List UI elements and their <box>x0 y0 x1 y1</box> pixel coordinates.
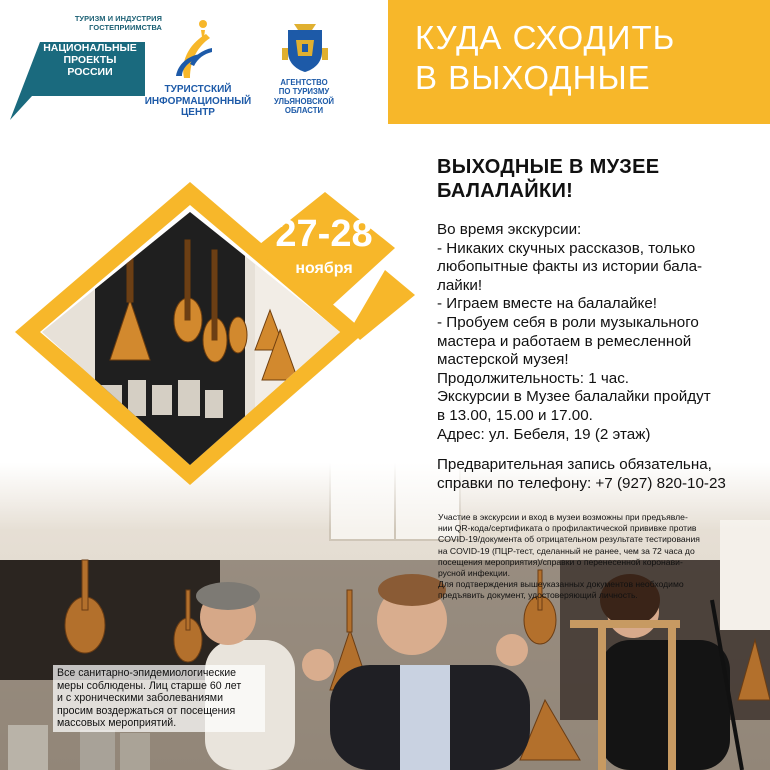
np-title-line-3: РОССИИ <box>67 66 113 78</box>
covid-note-line: COVID-19/документа об отрицательном результате тестирования <box>438 534 700 545</box>
agency-line-4: ОБЛАСТИ <box>284 106 324 116</box>
banner-title-line-2: В ВЫХОДНЫЕ <box>415 59 651 96</box>
booking-info <box>437 456 767 493</box>
covid-note-line: нии QR-кода/сертификата о профилактической прививке против <box>438 523 697 534</box>
event-description <box>437 221 762 444</box>
national-projects-subtitle <box>58 14 162 32</box>
np-title-line-1: НАЦИОНАЛЬНЫЕ <box>43 42 137 54</box>
np-title-line-2: ПРОЕКТЫ <box>63 54 117 66</box>
safety-line: массовых мероприятий. <box>57 717 177 730</box>
tic-line-3: ЦЕНТР <box>181 107 215 118</box>
np-subtitle-line-2: ГОСТЕПРИИМСТВА <box>89 23 162 32</box>
safety-line: просим воздержаться от посещения <box>57 704 236 717</box>
np-subtitle-line-1: ТУРИЗМ И ИНДУСТРИЯ <box>74 14 162 23</box>
description-line: Продолжительность: 1 час. <box>437 369 630 387</box>
description-line: Адрес: ул. Бебеля, 19 (2 этаж) <box>437 425 651 443</box>
booking-phone-line: справки по телефону: +7 (927) 820-10-23 <box>437 474 726 492</box>
description-line: Во время экскурсии: <box>437 221 582 238</box>
coat-of-arms-icon <box>282 22 328 72</box>
safety-notice <box>53 665 265 732</box>
covid-note-line: русной инфекции. <box>438 568 510 579</box>
covid-note-line: Для подтверждения вышеуказанных документов необходимо <box>438 579 684 590</box>
agency-line-1: АГЕНТСТВО <box>280 78 328 87</box>
tourist-center-name <box>128 84 268 119</box>
national-projects-title <box>40 42 140 78</box>
description-line: - Играем вместе на балалайке! <box>437 295 657 313</box>
covid-note-line: посещения мероприятия)/справки о перенесенной коронави- <box>438 556 683 567</box>
banner-title <box>415 18 755 98</box>
description-line: мастера и работаем в ремесленной <box>437 332 692 350</box>
description-line: лайки! <box>437 276 483 294</box>
event-title-line-1: ВЫХОДНЫЕ В МУЗЕЕ <box>437 156 660 178</box>
tic-line-1: ТУРИСТСКИЙ <box>164 84 232 95</box>
covid-note-line: на COVID-19 (ПЦР-тест, сделанный не ранее, чем за 72 часа до <box>438 545 695 556</box>
booking-line: Предварительная запись обязательна, <box>437 456 712 473</box>
safety-line: Все санитарно-эпидемиологические <box>57 667 237 679</box>
description-line: мастерской музея! <box>437 351 569 369</box>
description-line: в 13.00, 15.00 и 17.00. <box>437 406 593 424</box>
banner-title-line-1: КУДА СХОДИТЬ <box>415 19 676 56</box>
description-line: любопытные факты из истории бала- <box>437 258 703 276</box>
agency-line-3: УЛЬЯНОВСКОЙ <box>273 96 335 106</box>
safety-line: и с хроническими заболеваниями <box>57 692 224 705</box>
event-date-month: ноября <box>295 260 353 277</box>
description-line: - Никаких скучных рассказов, только <box>437 239 696 257</box>
covid-requirements-note <box>438 512 768 602</box>
description-line: Экскурсии в Музее балалайки пройдут <box>437 388 711 406</box>
tic-line-2: ИНФОРМАЦИОННЫЙ <box>144 95 252 107</box>
event-title <box>437 155 757 203</box>
agency-line-2: ПО ТУРИЗМУ <box>278 87 330 97</box>
agency-name <box>262 78 346 116</box>
event-title-line-2: БАЛАЛАЙКИ! <box>437 180 574 202</box>
description-line: - Пробуем себя в роли музыкального <box>437 313 699 331</box>
safety-line: меры соблюдены. Лиц старше 60 лет <box>57 679 242 692</box>
covid-note-line: Участие в экскурсии и вход в музеи возможны при предъявле- <box>438 512 688 522</box>
tourist-center-logo-icon <box>170 18 214 80</box>
event-date-range: 27-28 <box>275 213 373 255</box>
covid-note-line: предъявить документ, удостоверяющий личность. <box>438 590 638 601</box>
